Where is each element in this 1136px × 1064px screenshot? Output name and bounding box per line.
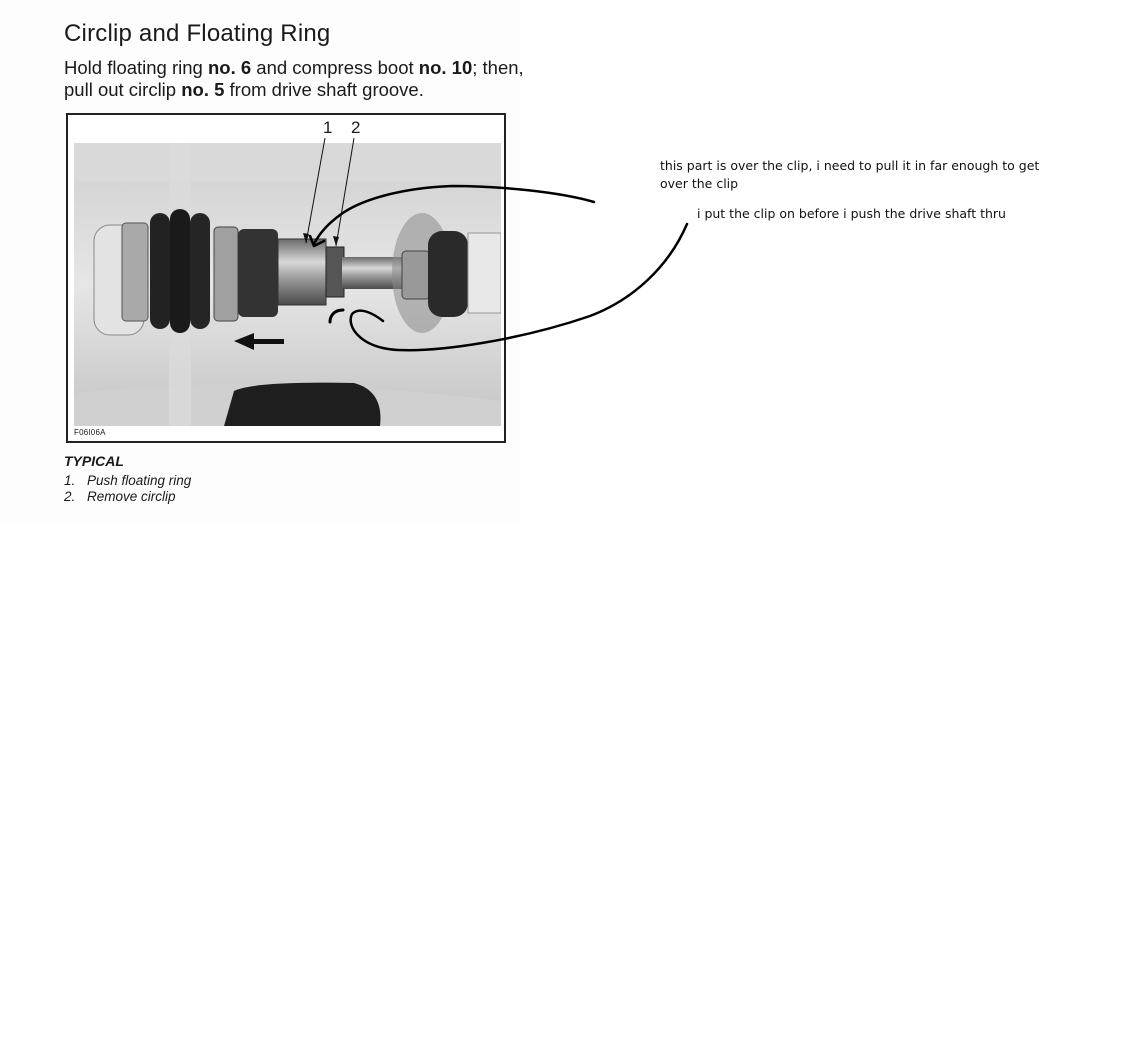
caption-legend (64, 473, 191, 505)
boot-collar (238, 229, 278, 317)
circlip (326, 247, 344, 297)
hose-clamp-mid (214, 227, 238, 321)
legend-text: Remove circlip (87, 489, 176, 504)
circlip-ref: no. 5 (181, 79, 225, 100)
floating-ring-ref: no. 6 (207, 57, 252, 78)
legend-text: Push floating ring (87, 473, 192, 488)
tube-right (468, 233, 501, 313)
legend-item (64, 473, 191, 489)
hose-clamp-left (122, 223, 148, 321)
floating-ring (278, 239, 326, 305)
hose-top (74, 143, 501, 181)
legend-number: 1. (64, 473, 76, 488)
boot-ref: no. 10 (418, 57, 473, 78)
boot-right (428, 231, 468, 317)
callout-2-label: 2 (351, 118, 361, 137)
annotation-note-2: i put the clip on before i push the drive shaft thru (697, 206, 1006, 221)
caption-title: TYPICAL (64, 453, 124, 469)
section-title: Circlip and Floating Ring (64, 20, 331, 47)
instruction-text (64, 57, 524, 101)
annotation-note-1: this part is over the clip, i need to pull it in far enough to get over the clip (660, 158, 1040, 191)
pump-housing (224, 383, 380, 426)
boot-rib-1 (150, 213, 170, 329)
instruction-part: from drive shaft groove. (224, 79, 424, 100)
legend-item (64, 489, 191, 505)
figure-code: F06I06A (74, 428, 106, 437)
boot-rib-2 (170, 209, 190, 333)
legend-number: 2. (64, 489, 76, 504)
callout-1-label: 1 (323, 118, 333, 137)
boot-rib-3 (190, 213, 210, 329)
instruction-part: and compress boot (251, 57, 419, 78)
instruction-part: Hold floating ring (64, 57, 208, 78)
hose-clamp-right (402, 251, 430, 299)
driveshaft-photo (74, 143, 501, 426)
instruction-part: ; then, pull out circlip (64, 57, 524, 100)
